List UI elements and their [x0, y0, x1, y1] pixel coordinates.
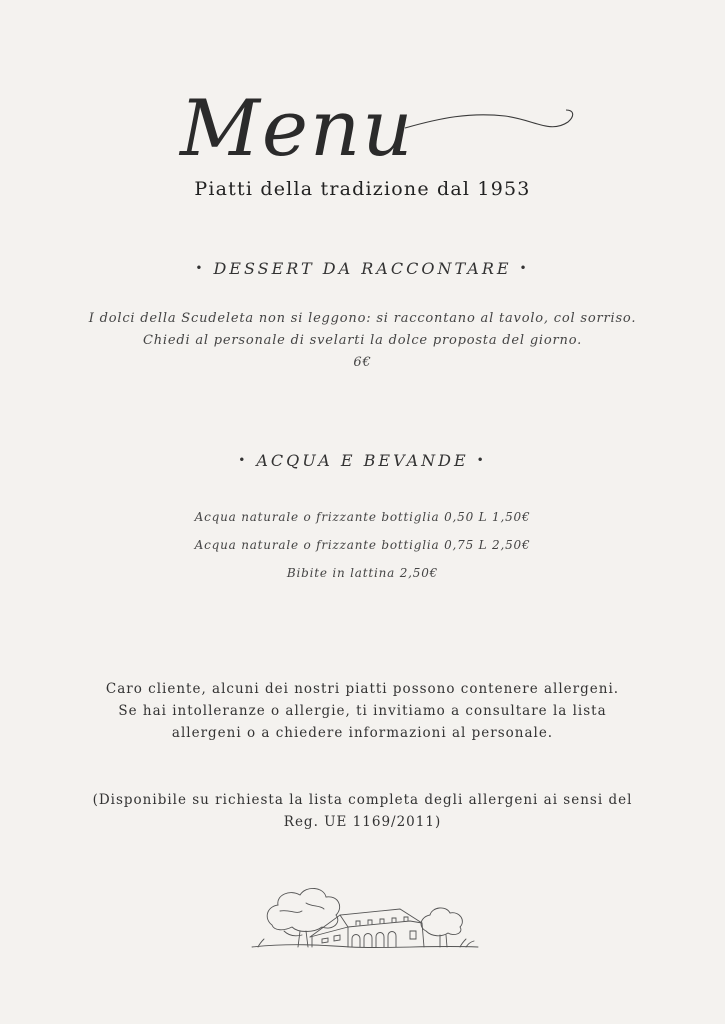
list-item: Acqua naturale o frizzante bottiglia 0,75 L 2,50€ — [194, 538, 531, 552]
regulation-line: Reg. UE 1169/2011) — [283, 814, 442, 830]
drinks-list — [0, 506, 725, 590]
section-title-drinks — [0, 451, 725, 470]
list-item: Acqua naturale o frizzante bottiglia 0,50 L 1,50€ — [194, 510, 531, 524]
regulation-line: (Disponibile su richiesta la lista completa degli allergeni ai sensi del — [92, 792, 633, 808]
menu-heading — [0, 48, 725, 174]
section-title-label: DESSERT DA RACCONTARE — [213, 259, 512, 278]
bullet-icon: • — [195, 261, 206, 275]
section-title-dessert — [0, 259, 725, 278]
section-title-label: ACQUA E BEVANDE — [256, 451, 469, 470]
dessert-price: 6€ — [353, 355, 372, 370]
notice-line: allergeni o a chiedere informazioni al personale. — [171, 725, 554, 741]
menu-subtitle: Piatti della tradizione dal 1953 — [194, 178, 531, 200]
building-trees-line-drawing-icon — [250, 875, 480, 955]
list-item: Bibite in lattina 2,50€ — [286, 566, 439, 580]
notice-line: Caro cliente, alcuni dei nostri piatti possono contenere allergeni. — [105, 681, 620, 697]
bullet-icon: • — [519, 261, 530, 275]
menu-title: Menu — [180, 84, 415, 174]
description-line: Chiedi al personale di svelarti la dolce proposta del giorno. — [142, 333, 583, 348]
dessert-description — [0, 308, 725, 374]
description-line: I dolci della Scudeleta non si leggono: si raccontano al tavolo, col sorriso. — [88, 311, 637, 326]
notice-line: Se hai intolleranze o allergie, ti invitiamo a consultare la lista — [118, 703, 607, 719]
allergen-notice — [0, 678, 725, 744]
bullet-icon: • — [476, 453, 487, 467]
regulation-note — [0, 789, 725, 833]
bullet-icon: • — [238, 453, 249, 467]
